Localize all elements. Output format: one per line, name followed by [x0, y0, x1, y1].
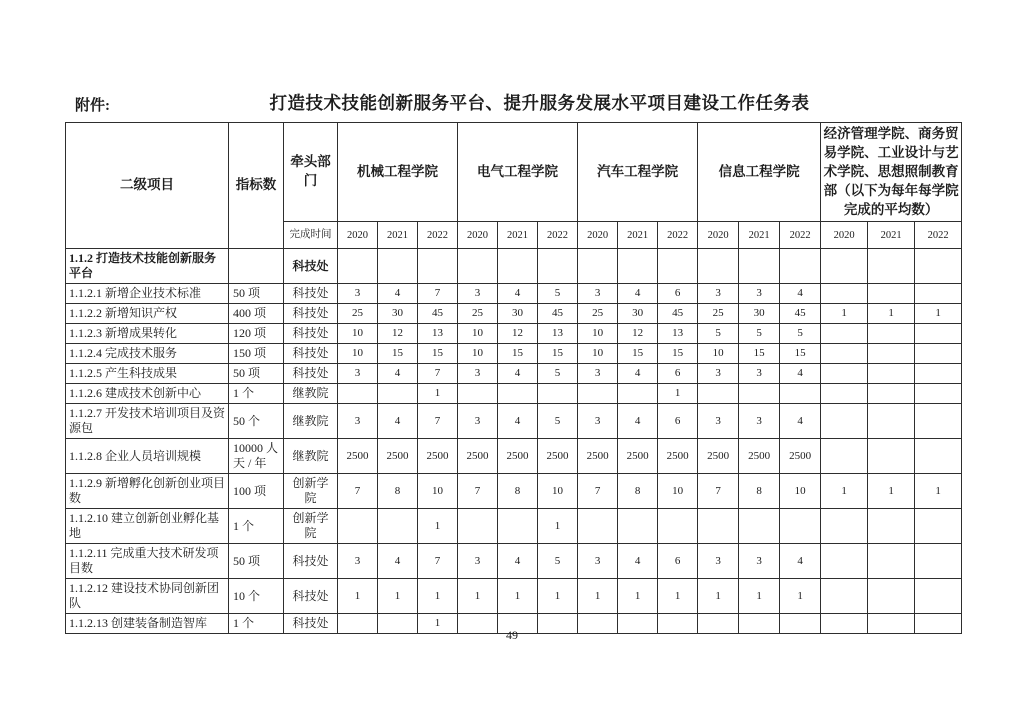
value-cell: 3	[698, 404, 739, 439]
dept-cell: 科技处	[284, 364, 338, 384]
value-cell: 1	[578, 579, 618, 614]
value-cell: 6	[658, 364, 698, 384]
value-cell: 10	[338, 344, 378, 364]
value-cell: 15	[418, 344, 458, 364]
indicator-cell: 50 个	[229, 404, 284, 439]
value-cell: 5	[538, 364, 578, 384]
value-cell	[458, 384, 498, 404]
value-cell: 3	[338, 364, 378, 384]
value-cell: 5	[739, 324, 780, 344]
value-cell: 3	[338, 284, 378, 304]
value-cell	[378, 249, 418, 284]
value-cell	[578, 509, 618, 544]
project-cell: 1.1.2.10 建立创新创业孵化基地	[66, 509, 229, 544]
value-cell	[915, 509, 962, 544]
value-cell: 2500	[498, 439, 538, 474]
dept-cell: 科技处	[284, 614, 338, 634]
value-cell: 2500	[378, 439, 418, 474]
header-college-information: 信息工程学院	[698, 123, 821, 222]
value-cell: 2500	[538, 439, 578, 474]
value-cell: 10	[780, 474, 821, 509]
value-cell: 5	[538, 544, 578, 579]
table-row	[66, 249, 962, 284]
value-cell	[658, 249, 698, 284]
value-cell: 4	[618, 364, 658, 384]
value-cell	[821, 384, 868, 404]
value-cell	[538, 249, 578, 284]
value-cell	[821, 344, 868, 364]
project-cell: 1.1.2.11 完成重大技术研发项目数	[66, 544, 229, 579]
value-cell: 4	[498, 404, 538, 439]
value-cell: 2500	[578, 439, 618, 474]
value-cell: 3	[458, 364, 498, 384]
value-cell: 3	[458, 404, 498, 439]
project-cell: 1.1.2.12 建设技术协同创新团队	[66, 579, 229, 614]
value-cell: 2500	[458, 439, 498, 474]
value-cell	[868, 579, 915, 614]
value-cell	[739, 249, 780, 284]
header-year: 2021	[378, 222, 418, 249]
value-cell	[868, 404, 915, 439]
dept-cell: 科技处	[284, 544, 338, 579]
value-cell: 1	[418, 509, 458, 544]
table-row	[66, 439, 962, 474]
value-cell: 1	[418, 614, 458, 634]
indicator-cell: 400 项	[229, 304, 284, 324]
value-cell: 3	[578, 544, 618, 579]
value-cell: 4	[618, 284, 658, 304]
header-completion-time: 完成时间	[284, 222, 338, 249]
value-cell: 2500	[780, 439, 821, 474]
task-table	[65, 122, 962, 634]
value-cell	[821, 249, 868, 284]
value-cell: 10	[658, 474, 698, 509]
dept-cell: 科技处	[284, 249, 338, 284]
value-cell: 13	[418, 324, 458, 344]
value-cell: 3	[739, 364, 780, 384]
value-cell	[915, 384, 962, 404]
value-cell: 1	[498, 579, 538, 614]
attachment-label: 附件:	[75, 98, 110, 114]
project-cell: 1.1.2.1 新增企业技术标准	[66, 284, 229, 304]
value-cell: 7	[458, 474, 498, 509]
value-cell: 4	[498, 364, 538, 384]
value-cell: 45	[418, 304, 458, 324]
header-year: 2020	[338, 222, 378, 249]
value-cell: 3	[458, 544, 498, 579]
value-cell: 3	[338, 544, 378, 579]
value-cell: 3	[739, 544, 780, 579]
project-cell: 1.1.2.5 产生科技成果	[66, 364, 229, 384]
value-cell: 7	[418, 404, 458, 439]
value-cell: 15	[658, 344, 698, 364]
value-cell	[498, 384, 538, 404]
value-cell: 10	[538, 474, 578, 509]
value-cell: 7	[698, 474, 739, 509]
value-cell	[868, 364, 915, 384]
table-row	[66, 304, 962, 324]
header-college-electrical: 电气工程学院	[458, 123, 578, 222]
header-year: 2021	[618, 222, 658, 249]
value-cell: 30	[618, 304, 658, 324]
value-cell: 4	[618, 544, 658, 579]
value-cell: 1	[658, 579, 698, 614]
value-cell: 7	[418, 364, 458, 384]
value-cell	[378, 384, 418, 404]
value-cell: 13	[658, 324, 698, 344]
header-year: 2022	[780, 222, 821, 249]
value-cell: 15	[378, 344, 418, 364]
header-year: 2021	[498, 222, 538, 249]
value-cell	[821, 509, 868, 544]
header-year: 2022	[915, 222, 962, 249]
header-year: 2020	[698, 222, 739, 249]
indicator-cell: 10000 人 天 / 年	[229, 439, 284, 474]
dept-cell: 科技处	[284, 579, 338, 614]
project-cell: 1.1.2.8 企业人员培训规模	[66, 439, 229, 474]
value-cell	[338, 384, 378, 404]
value-cell	[418, 249, 458, 284]
value-cell	[915, 249, 962, 284]
value-cell: 1	[538, 579, 578, 614]
value-cell: 4	[498, 544, 538, 579]
value-cell: 4	[378, 404, 418, 439]
value-cell: 30	[739, 304, 780, 324]
value-cell	[915, 284, 962, 304]
header-project: 二级项目	[66, 123, 229, 249]
value-cell	[821, 544, 868, 579]
header-year: 2020	[821, 222, 868, 249]
value-cell	[338, 509, 378, 544]
dept-cell: 科技处	[284, 324, 338, 344]
table-body	[66, 249, 962, 634]
header-lead-dept: 牵头部门	[284, 123, 338, 222]
table-row	[66, 344, 962, 364]
value-cell	[915, 544, 962, 579]
table-row	[66, 364, 962, 384]
value-cell: 3	[739, 284, 780, 304]
value-cell: 3	[739, 404, 780, 439]
value-cell: 45	[780, 304, 821, 324]
value-cell	[868, 544, 915, 579]
value-cell: 13	[538, 324, 578, 344]
project-cell: 1.1.2.9 新增孵化创新创业项目数	[66, 474, 229, 509]
value-cell: 12	[498, 324, 538, 344]
indicator-cell: 1 个	[229, 509, 284, 544]
value-cell: 3	[698, 544, 739, 579]
value-cell	[915, 324, 962, 344]
value-cell	[868, 509, 915, 544]
value-cell	[378, 509, 418, 544]
value-cell: 4	[780, 544, 821, 579]
value-cell	[868, 439, 915, 474]
table-row	[66, 324, 962, 344]
value-cell: 10	[458, 344, 498, 364]
dept-cell: 继教院	[284, 404, 338, 439]
value-cell: 3	[338, 404, 378, 439]
value-cell: 8	[739, 474, 780, 509]
value-cell	[821, 404, 868, 439]
value-cell: 25	[338, 304, 378, 324]
value-cell	[821, 579, 868, 614]
value-cell: 15	[618, 344, 658, 364]
indicator-cell	[229, 249, 284, 284]
value-cell	[739, 509, 780, 544]
value-cell: 7	[578, 474, 618, 509]
value-cell: 3	[578, 404, 618, 439]
value-cell: 1	[821, 474, 868, 509]
table-row	[66, 284, 962, 304]
value-cell	[458, 249, 498, 284]
value-cell: 25	[698, 304, 739, 324]
value-cell: 15	[538, 344, 578, 364]
indicator-cell: 50 项	[229, 364, 284, 384]
header-year: 2022	[418, 222, 458, 249]
value-cell	[458, 509, 498, 544]
value-cell: 8	[618, 474, 658, 509]
value-cell: 7	[418, 544, 458, 579]
header-college-average-group: 经济管理学院、商务贸易学院、工业设计与艺术学院、思想照制教育部（以下为每年每学院完成的平均数）	[821, 123, 962, 222]
indicator-cell: 1 个	[229, 614, 284, 634]
project-cell: 1.1.2.13 创建装备制造智库	[66, 614, 229, 634]
value-cell	[915, 344, 962, 364]
dept-cell: 科技处	[284, 304, 338, 324]
value-cell: 1	[868, 474, 915, 509]
value-cell	[915, 404, 962, 439]
value-cell	[868, 284, 915, 304]
indicator-cell: 50 项	[229, 284, 284, 304]
value-cell: 45	[538, 304, 578, 324]
value-cell: 1	[915, 474, 962, 509]
value-cell: 1	[538, 509, 578, 544]
value-cell	[498, 249, 538, 284]
value-cell	[821, 324, 868, 344]
value-cell: 30	[498, 304, 538, 324]
value-cell: 10	[578, 324, 618, 344]
value-cell: 1	[780, 579, 821, 614]
value-cell	[658, 509, 698, 544]
value-cell	[498, 509, 538, 544]
header-year: 2020	[578, 222, 618, 249]
value-cell: 2500	[739, 439, 780, 474]
value-cell: 15	[780, 344, 821, 364]
value-cell: 3	[698, 364, 739, 384]
value-cell	[915, 364, 962, 384]
value-cell: 3	[578, 364, 618, 384]
page-number: 49	[506, 628, 518, 642]
value-cell: 2500	[698, 439, 739, 474]
value-cell: 2500	[658, 439, 698, 474]
value-cell: 8	[378, 474, 418, 509]
value-cell	[780, 249, 821, 284]
project-cell: 1.1.2.4 完成技术服务	[66, 344, 229, 364]
header-year: 2022	[658, 222, 698, 249]
value-cell	[739, 384, 780, 404]
header-year: 2022	[538, 222, 578, 249]
value-cell	[915, 579, 962, 614]
dept-cell: 科技处	[284, 284, 338, 304]
project-cell: 1.1.2.3 新增成果转化	[66, 324, 229, 344]
value-cell: 4	[378, 284, 418, 304]
indicator-cell: 150 项	[229, 344, 284, 364]
value-cell: 1	[658, 384, 698, 404]
value-cell	[698, 384, 739, 404]
value-cell: 10	[458, 324, 498, 344]
header-year: 2020	[458, 222, 498, 249]
value-cell	[821, 284, 868, 304]
table-row	[66, 474, 962, 509]
indicator-cell: 50 项	[229, 544, 284, 579]
value-cell: 10	[418, 474, 458, 509]
value-cell: 30	[378, 304, 418, 324]
value-cell: 5	[698, 324, 739, 344]
value-cell	[780, 509, 821, 544]
value-cell: 10	[698, 344, 739, 364]
header-year: 2021	[868, 222, 915, 249]
value-cell: 2500	[418, 439, 458, 474]
value-cell: 1	[418, 384, 458, 404]
value-cell: 1	[821, 304, 868, 324]
value-cell	[821, 439, 868, 474]
dept-cell: 继教院	[284, 384, 338, 404]
project-cell: 1.1.2.7 开发技术培训项目及资源包	[66, 404, 229, 439]
value-cell: 25	[458, 304, 498, 324]
value-cell: 6	[658, 544, 698, 579]
value-cell: 3	[458, 284, 498, 304]
value-cell	[868, 384, 915, 404]
indicator-cell: 120 项	[229, 324, 284, 344]
value-cell: 4	[780, 364, 821, 384]
value-cell: 1	[698, 579, 739, 614]
value-cell: 3	[698, 284, 739, 304]
value-cell: 6	[658, 284, 698, 304]
header-college-automotive: 汽车工程学院	[578, 123, 698, 222]
value-cell: 4	[498, 284, 538, 304]
value-cell	[538, 384, 578, 404]
value-cell: 1	[418, 579, 458, 614]
value-cell: 4	[780, 404, 821, 439]
value-cell: 45	[658, 304, 698, 324]
value-cell: 7	[338, 474, 378, 509]
value-cell: 5	[780, 324, 821, 344]
value-cell	[698, 509, 739, 544]
value-cell	[618, 249, 658, 284]
value-cell: 6	[658, 404, 698, 439]
value-cell: 1	[618, 579, 658, 614]
table-row	[66, 384, 962, 404]
table-row	[66, 579, 962, 614]
header-main-row	[66, 123, 962, 222]
value-cell: 1	[868, 304, 915, 324]
table-row	[66, 509, 962, 544]
value-cell: 10	[338, 324, 378, 344]
value-cell	[868, 324, 915, 344]
value-cell: 2500	[618, 439, 658, 474]
value-cell	[338, 249, 378, 284]
value-cell	[618, 384, 658, 404]
value-cell: 4	[780, 284, 821, 304]
value-cell	[618, 509, 658, 544]
header-indicator: 指标数	[229, 123, 284, 249]
indicator-cell: 1 个	[229, 384, 284, 404]
table-row	[66, 404, 962, 439]
value-cell	[868, 344, 915, 364]
value-cell	[915, 439, 962, 474]
table-row	[66, 544, 962, 579]
value-cell	[578, 249, 618, 284]
value-cell: 15	[498, 344, 538, 364]
value-cell: 4	[378, 364, 418, 384]
value-cell: 25	[578, 304, 618, 324]
dept-cell: 创新学院	[284, 474, 338, 509]
dept-cell: 继教院	[284, 439, 338, 474]
table-header	[66, 123, 962, 249]
dept-cell: 创新学院	[284, 509, 338, 544]
value-cell	[698, 249, 739, 284]
project-cell: 1.1.2.2 新增知识产权	[66, 304, 229, 324]
value-cell: 1	[458, 579, 498, 614]
value-cell: 12	[618, 324, 658, 344]
value-cell: 1	[378, 579, 418, 614]
indicator-cell: 100 项	[229, 474, 284, 509]
page-title: 打造技术技能创新服务平台、提升服务发展水平项目建设工作任务表	[269, 93, 810, 113]
value-cell: 7	[418, 284, 458, 304]
dept-cell: 科技处	[284, 344, 338, 364]
project-cell: 1.1.2.6 建成技术创新中心	[66, 384, 229, 404]
value-cell: 12	[378, 324, 418, 344]
value-cell: 15	[739, 344, 780, 364]
value-cell: 3	[578, 284, 618, 304]
value-cell: 1	[338, 579, 378, 614]
value-cell: 4	[378, 544, 418, 579]
value-cell	[868, 249, 915, 284]
value-cell: 2500	[338, 439, 378, 474]
header-college-mechanical: 机械工程学院	[338, 123, 458, 222]
value-cell	[578, 384, 618, 404]
value-cell: 1	[739, 579, 780, 614]
value-cell	[821, 364, 868, 384]
value-cell: 10	[578, 344, 618, 364]
value-cell: 1	[915, 304, 962, 324]
indicator-cell: 10 个	[229, 579, 284, 614]
value-cell	[780, 384, 821, 404]
value-cell: 4	[618, 404, 658, 439]
value-cell: 5	[538, 284, 578, 304]
value-cell: 8	[498, 474, 538, 509]
header-year: 2021	[739, 222, 780, 249]
title-row	[0, 0, 1024, 115]
value-cell: 5	[538, 404, 578, 439]
project-cell: 1.1.2 打造技术技能创新服务平台	[66, 249, 229, 284]
